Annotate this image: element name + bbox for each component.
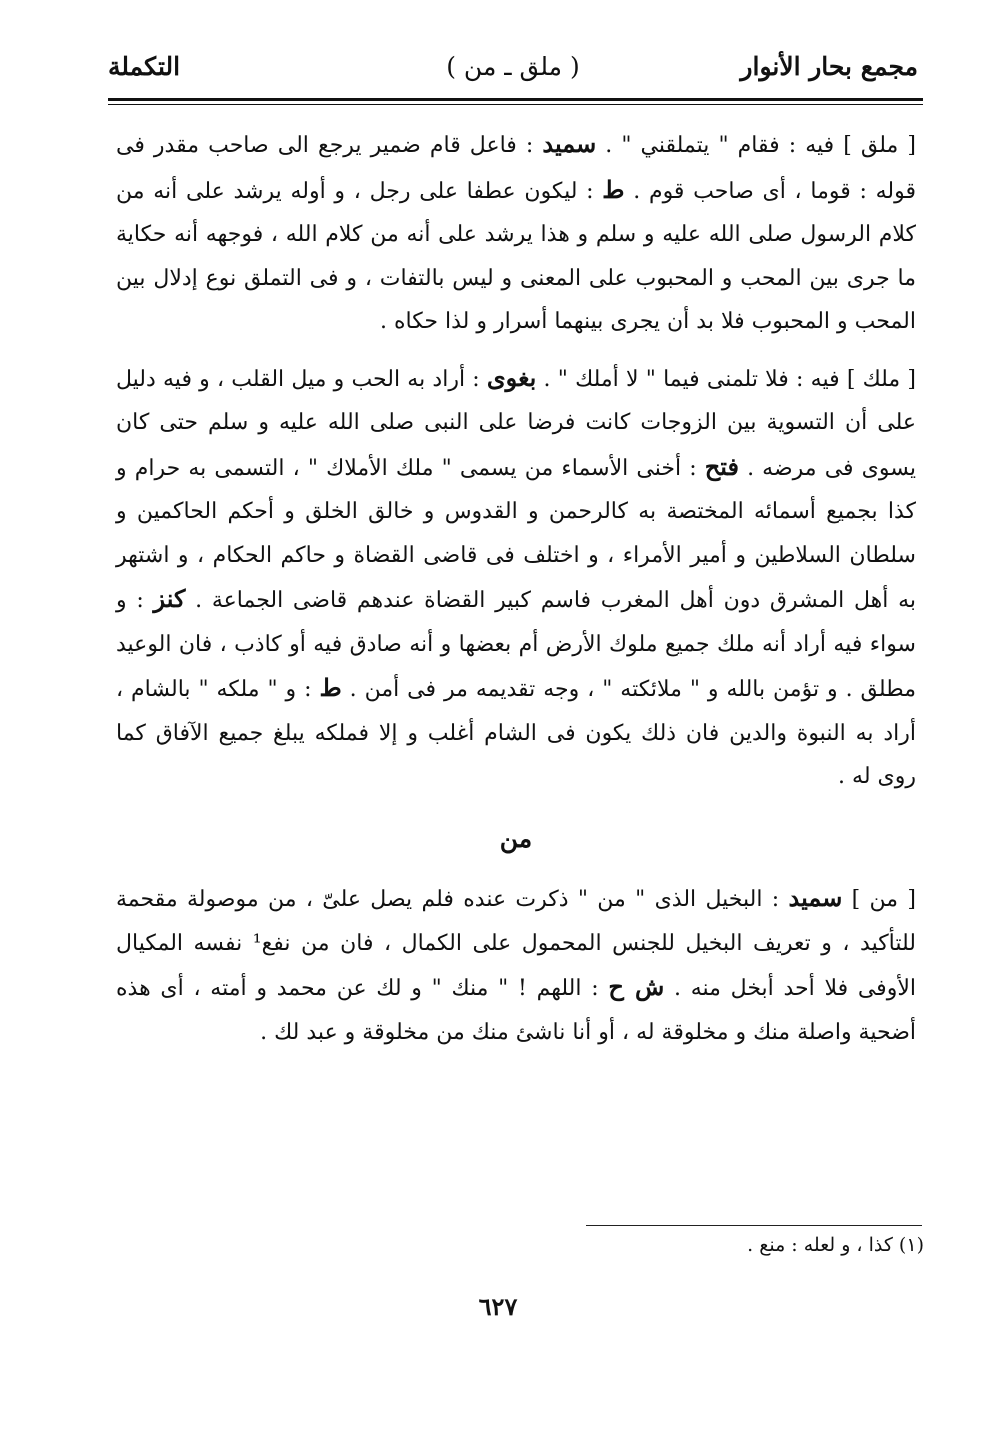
source-abbreviation: فتح <box>704 451 739 481</box>
running-header <box>108 52 918 92</box>
footnote: (١) كذا ، و لعله : منع . <box>747 1234 924 1256</box>
entry-text: فيه : فلا تلمنى فيما " لا أملك " . <box>536 366 847 392</box>
header-entry-range: ( ملق ـ من ) <box>446 52 580 81</box>
entry-headword: [ ملك ] <box>846 366 917 392</box>
entry-text: : فاعل قام ضمير يرجع الى صاحب مقدر فى قوله : قوما ، أى صاحب قوم . <box>116 133 916 204</box>
entry-paragraph <box>116 122 916 344</box>
source-abbreviation: ط <box>319 673 342 702</box>
source-abbreviation: ط <box>602 174 625 204</box>
entry-text: : و " ملكه " بالشام ، أراد به النبوة والدين فان ذلك يكون فى الشام أغلب و إلا فملكه يبلغ جميع الآفاق كما روى له . <box>116 677 916 789</box>
entry-text: : أراد به الحب و ميل القلب ، و فيه دليل على أن التسوية بين الزوجات كانت فرضا على النبى صلى الله عليه و سلم حتى كان يسوى فى مرضه . <box>116 366 916 481</box>
entries-mn <box>116 876 916 1054</box>
source-abbreviation: سميد <box>788 883 843 912</box>
entry-text: فيه : فقام " يتملقني " . <box>596 133 844 158</box>
header-rule-thick <box>108 98 923 101</box>
main-text <box>116 122 916 1066</box>
header-rule-thin <box>108 104 923 105</box>
source-abbreviation: كنز <box>153 584 186 613</box>
source-abbreviation: بغوى <box>486 362 537 392</box>
entry-headword: [ ملق ] <box>843 133 916 158</box>
source-abbreviation: سميد <box>542 129 597 158</box>
footnote-rule <box>586 1225 922 1226</box>
entry-text: : و سواء فيه أراد أنه ملك جميع ملوك الأرض أم بعضها و أنه صادق فيه أو كاذب ، فان الوعيد مطلق . و تؤمن بالله و " ملائكته " ، وجه تقديمه مر فى أمن . <box>116 588 916 702</box>
header-book-title: مجمع بحار الأنوار <box>740 52 918 81</box>
entry-paragraph <box>116 876 916 1054</box>
entry-text: : البخيل الذى " من " ذكرت عنده فلم يصل علىّ ، من موصولة مقحمة للتأكيد ، و تعريف البخيل للجنس المحمول على الكمال ، فان من نفع¹ نفسه المكيال الأوفى فلا أحد أبخل منه . <box>116 887 917 1001</box>
entry-text: : ليكون عطفا على رجل ، و أوله يرشد على أنه من كلام الرسول صلى الله عليه و سلم و هذا يرشد على أنه من كلام الله ، فوجهه أنه حكاية ما جرى بين المحب و المحبوب على المعنى و ليس بالتفات ، و فى التملق نوع إدلال بين المحب و المحبوب فلا بد أن يجرى بينهما أسرار و لذا حكاه . <box>116 178 916 334</box>
page-number: ٦٢٧ <box>478 1292 518 1321</box>
entry-headword: [ من ] <box>851 887 916 912</box>
entry-text: : اللهم ! " منك " و لك عن محمد و أمته ، أى هذه أضحية واصلة منك و مخلوقة له ، أو أنا ناشئ منك من مخلوقة و عبد لك . <box>116 976 916 1045</box>
header-section-title: التكملة <box>108 52 181 81</box>
entry-text: : أخنى الأسماء من يسمى " ملك الأملاك " ، التسمى به حرام و كذا بجميع أسمائه المختصة به كالرحمن و القدوس و خالق الخلق و أحكم الحاكمين و سلطان السلاطين و أمير الأمراء ، و اختلف فى قاضى القضاة و حاكم الحكام ، و اشتهر به أهل المشرق دون أهل المغرب فاسم كبير القضاة عندهم قاضى الجماعة . <box>116 455 916 613</box>
entries-mlq-mlk <box>116 122 916 799</box>
entry-text <box>842 887 851 912</box>
entry-paragraph <box>116 356 916 799</box>
section-title: من <box>499 823 533 853</box>
source-abbreviation: ش ح <box>608 972 665 1001</box>
